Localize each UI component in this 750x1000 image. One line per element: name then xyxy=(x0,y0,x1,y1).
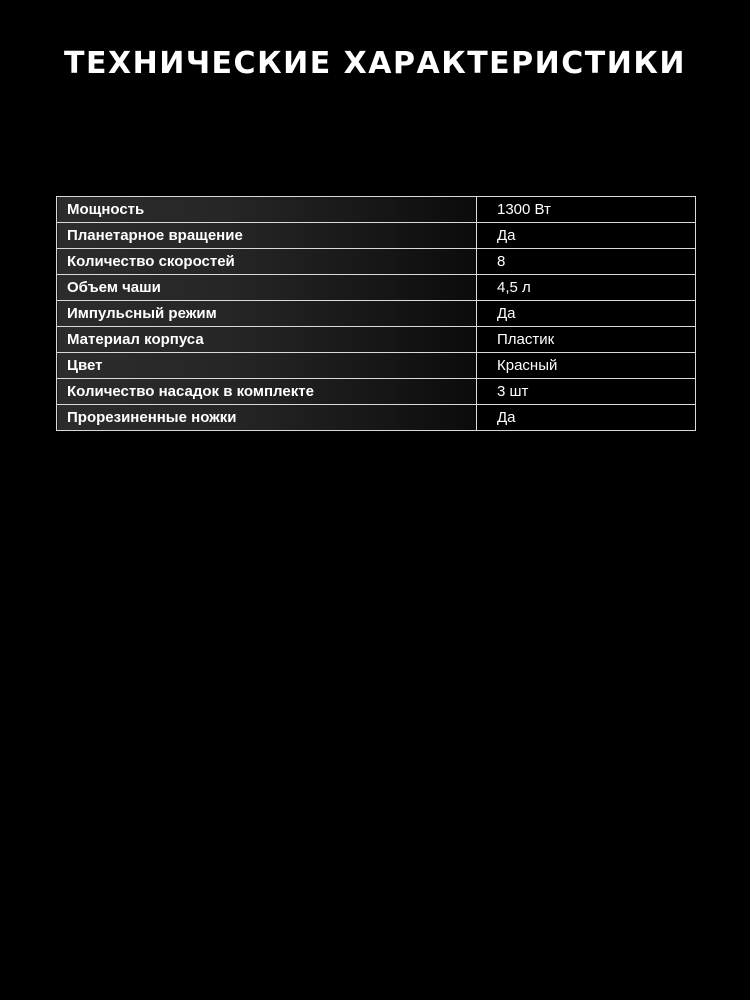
spec-value: Красный xyxy=(477,353,696,379)
table-row xyxy=(57,301,696,327)
table-row xyxy=(57,327,696,353)
spec-name: Импульсный режим xyxy=(57,301,477,327)
spec-value: Пластик xyxy=(477,327,696,353)
spec-name: Цвет xyxy=(57,353,477,379)
spec-value: 3 шт xyxy=(477,379,696,405)
spec-name: Количество скоростей xyxy=(57,249,477,275)
spec-value: 8 xyxy=(477,249,696,275)
table-row xyxy=(57,275,696,301)
table-row xyxy=(57,249,696,275)
spec-name: Мощность xyxy=(57,197,477,223)
spec-table xyxy=(56,196,696,431)
spec-name: Объем чаши xyxy=(57,275,477,301)
table-row xyxy=(57,197,696,223)
spec-value: Да xyxy=(477,405,696,431)
spec-name: Материал корпуса xyxy=(57,327,477,353)
table-row xyxy=(57,379,696,405)
spec-value: 4,5 л xyxy=(477,275,696,301)
spec-value: Да xyxy=(477,301,696,327)
table-row xyxy=(57,353,696,379)
spec-name: Прорезиненные ножки xyxy=(57,405,477,431)
page-title: ТЕХНИЧЕСКИЕ ХАРАКТЕРИСТИКИ xyxy=(64,46,686,81)
spec-name: Количество насадок в комплекте xyxy=(57,379,477,405)
spec-name: Планетарное вращение xyxy=(57,223,477,249)
table-row xyxy=(57,223,696,249)
spec-value: 1300 Вт xyxy=(477,197,696,223)
table-row xyxy=(57,405,696,431)
spec-value: Да xyxy=(477,223,696,249)
